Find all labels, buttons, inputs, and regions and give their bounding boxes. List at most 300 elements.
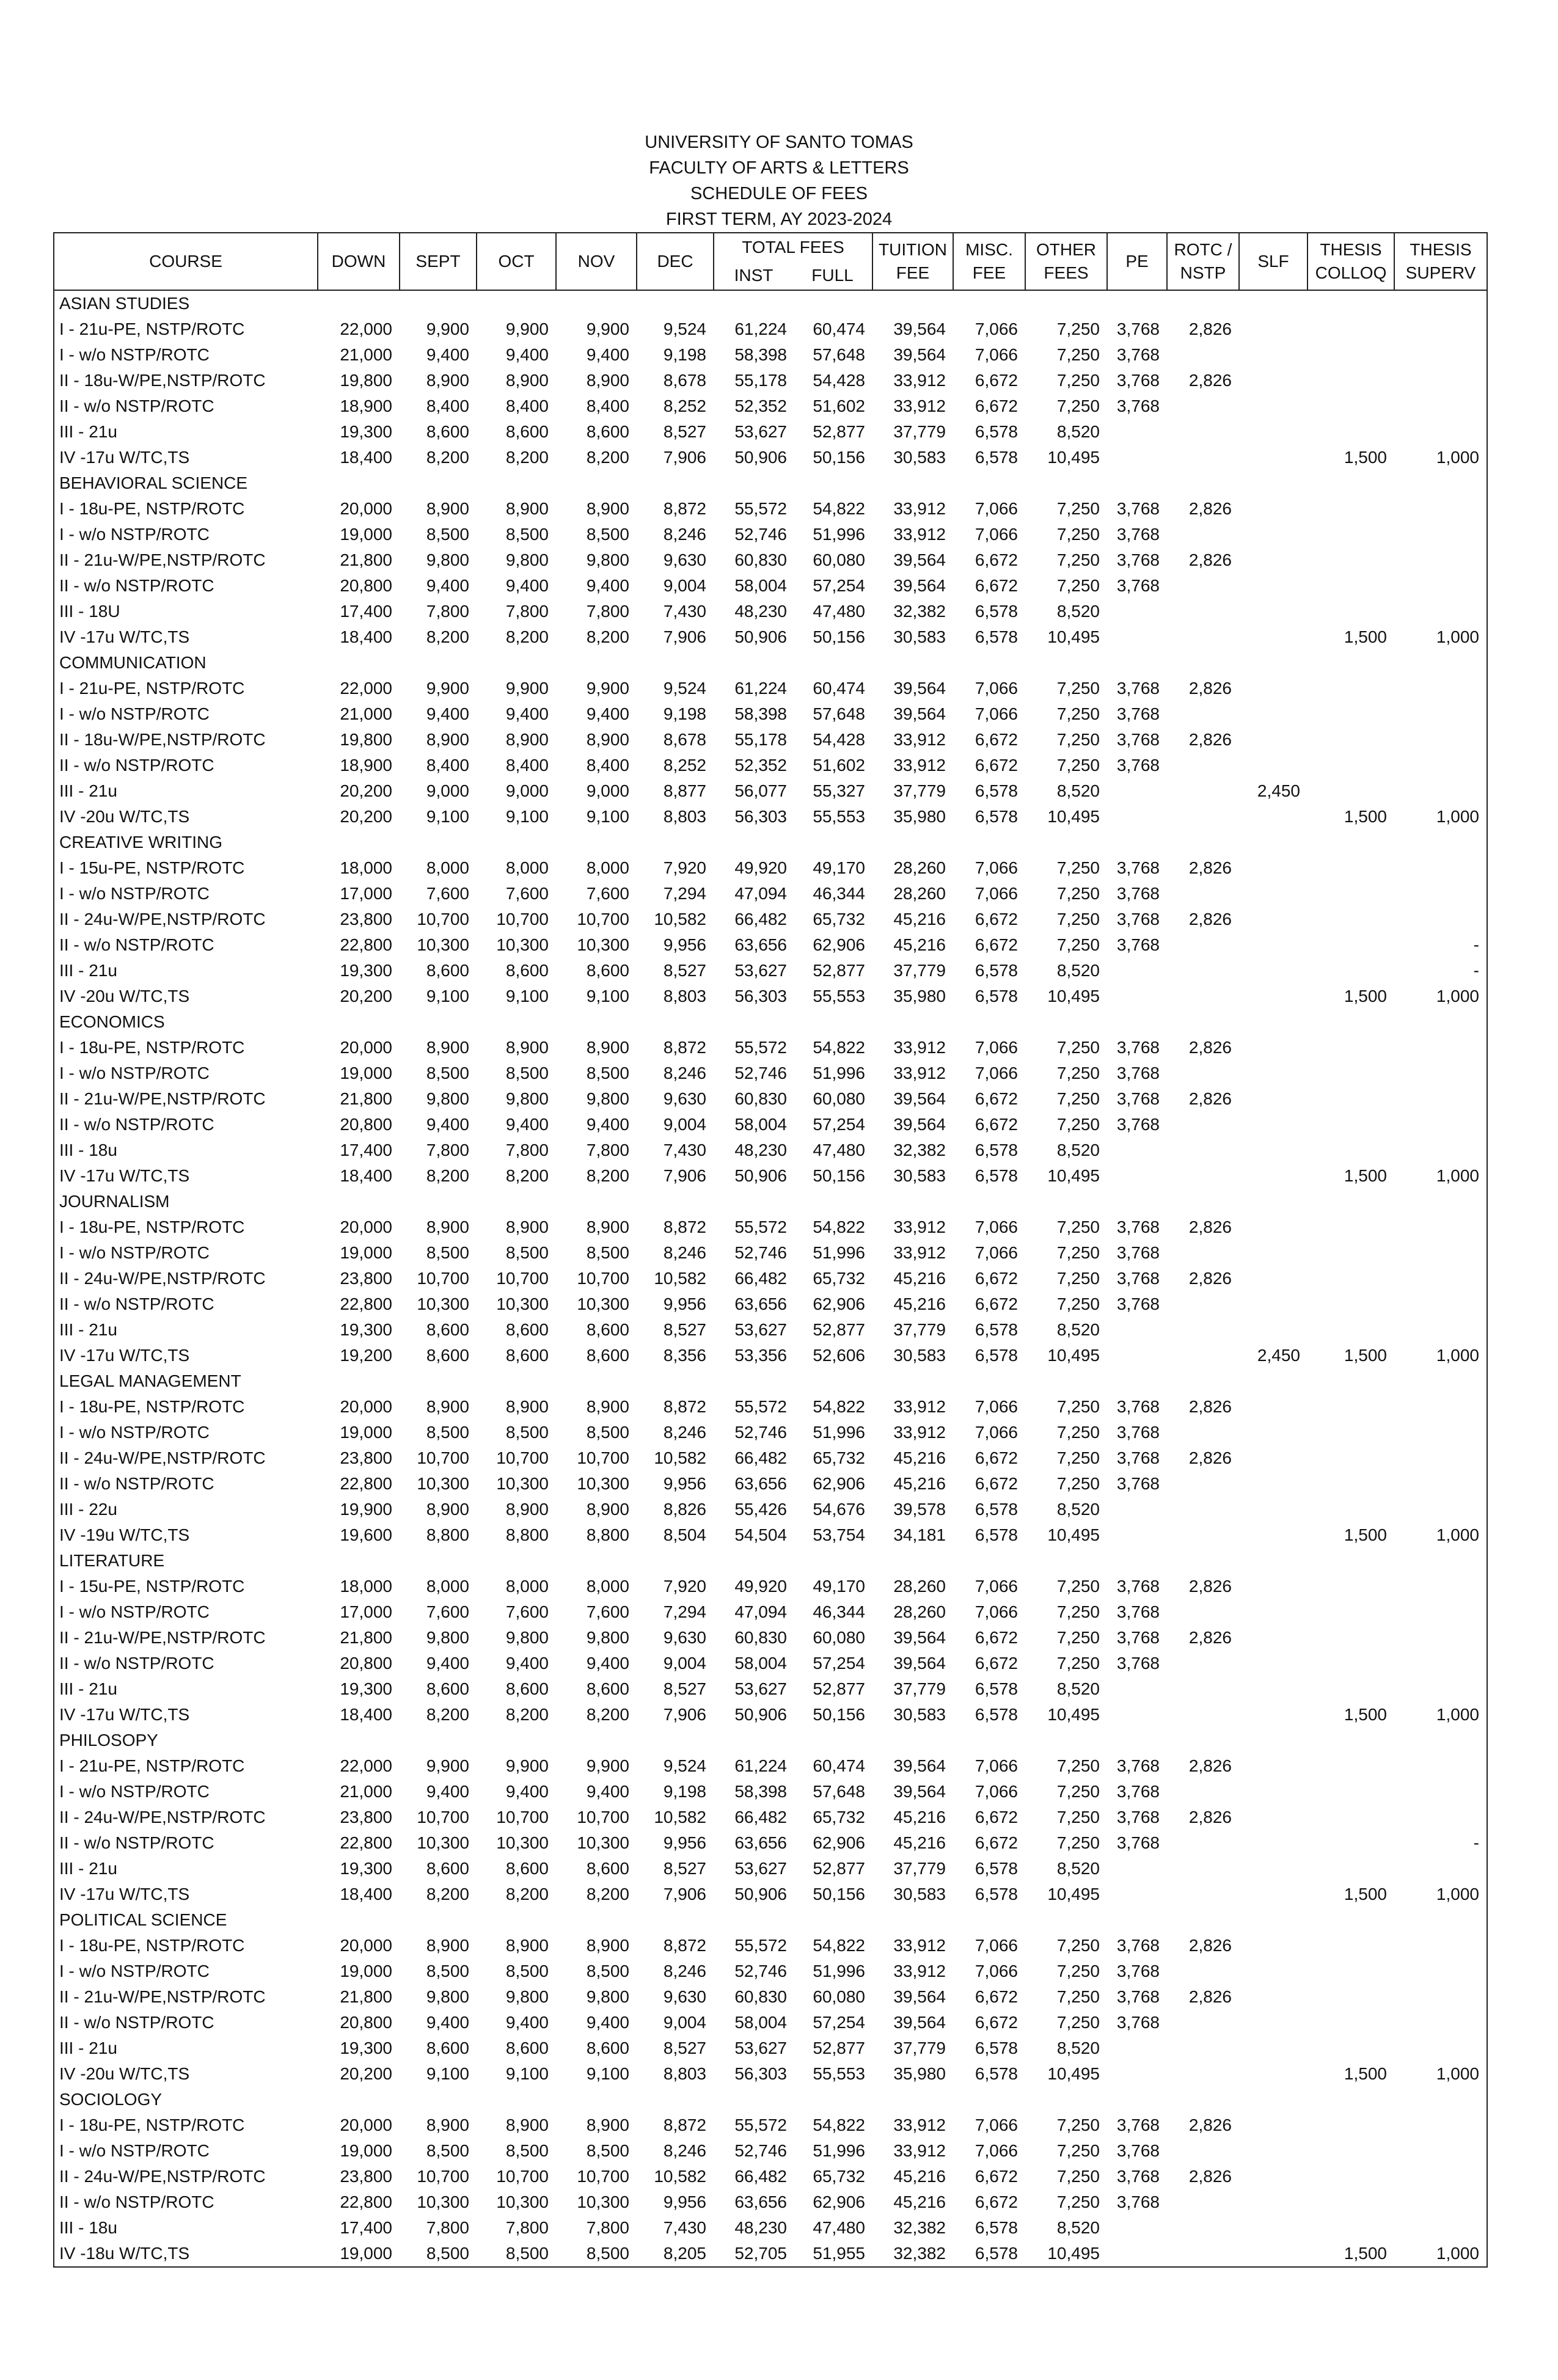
fee-cell: 35,980 — [893, 2064, 946, 2083]
fee-cell — [1239, 753, 1307, 778]
fee-cell: 7,250 — [1056, 1423, 1100, 1442]
fee-cell — [1107, 1856, 1167, 1882]
fee-cell: 3,768 — [1116, 1808, 1160, 1827]
fee-cell: 9,800 — [586, 1987, 629, 2006]
fee-cell — [1307, 1112, 1394, 1137]
fee-cell — [1307, 1497, 1394, 1522]
fee-cell: 6,578 — [975, 807, 1018, 826]
fee-cell: 21,800 — [340, 1089, 392, 1108]
fee-cell: 8,600 — [426, 1679, 469, 1698]
fee-cell: 2,826 — [1188, 1808, 1232, 1827]
fee-cell: 66,482 — [734, 2167, 787, 2186]
fee-cell: 7,800 — [426, 1141, 469, 1159]
fee-cell — [1307, 1420, 1394, 1445]
fee-cell: 55,572 — [734, 1936, 787, 1955]
fee-cell: 3,768 — [1116, 1448, 1160, 1467]
fee-cell — [1394, 393, 1487, 419]
fee-cell: 50,156 — [813, 1705, 865, 1724]
fee-cell — [1167, 1163, 1239, 1189]
fee-cell: 7,250 — [1056, 1756, 1100, 1775]
fee-cell: 9,004 — [663, 576, 706, 595]
fee-cell: 9,400 — [505, 2013, 549, 2032]
fee-cell: 55,553 — [813, 987, 865, 1006]
fee-cell — [1107, 445, 1167, 470]
course-label: IV -17u W/TC,TS — [59, 1885, 190, 1904]
fee-cell — [1239, 1497, 1307, 1522]
fee-cell: 19,200 — [340, 1346, 392, 1365]
fee-cell: 6,578 — [975, 781, 1018, 800]
fee-cell: 33,912 — [893, 396, 946, 415]
fee-cell: 19,000 — [340, 2244, 392, 2263]
fee-cell — [1307, 1651, 1394, 1676]
fee-cell: 1,500 — [1344, 1885, 1387, 1904]
fee-cell: 52,705 — [734, 2244, 787, 2263]
table-row — [54, 2035, 1487, 2061]
fee-cell: 7,250 — [1056, 1397, 1100, 1416]
col-thesis-colloq: THESIS COLLOQ — [1307, 233, 1394, 290]
table-row — [54, 1984, 1487, 2010]
fee-cell: 9,400 — [426, 345, 469, 364]
fee-cell: 6,578 — [975, 1705, 1018, 1724]
fee-cell: 8,246 — [663, 1962, 706, 1980]
fee-cell: 10,300 — [496, 2192, 549, 2211]
fee-cell — [1239, 1394, 1307, 1420]
fee-cell: 20,200 — [340, 2064, 392, 2083]
fee-cell: 1,000 — [1436, 1525, 1479, 1544]
fee-cell: 10,495 — [1047, 448, 1100, 467]
fee-cell: 6,578 — [975, 1166, 1018, 1185]
fee-cell — [1394, 522, 1487, 547]
fee-cell: 7,600 — [426, 1602, 469, 1621]
course-label: I - w/o NSTP/ROTC — [59, 1962, 210, 1980]
fee-cell: 9,100 — [586, 807, 629, 826]
fee-cell: 7,250 — [1056, 756, 1100, 775]
fee-cell — [1167, 1137, 1239, 1163]
fee-cell: 7,066 — [975, 1962, 1018, 1980]
fee-cell: 51,996 — [813, 1064, 865, 1082]
fee-cell: 3,768 — [1116, 2141, 1160, 2160]
fee-cell: 7,250 — [1056, 550, 1100, 569]
department-name: ASIAN STUDIES — [59, 294, 190, 313]
fee-cell: 53,627 — [734, 961, 787, 980]
fee-cell: 8,000 — [426, 1577, 469, 1596]
fee-cell — [1239, 2112, 1307, 2138]
fee-cell: 9,800 — [505, 1987, 549, 2006]
fee-cell — [1107, 1343, 1167, 1368]
fee-cell: 2,826 — [1188, 1577, 1232, 1596]
fee-cell: 23,800 — [340, 2167, 392, 2186]
fee-cell: 8,872 — [663, 1217, 706, 1236]
fee-cell — [1167, 984, 1239, 1009]
fee-cell: 6,578 — [975, 1525, 1018, 1544]
fee-cell: 8,520 — [1056, 1679, 1100, 1698]
fee-cell: 17,400 — [340, 602, 392, 621]
fee-cell — [1307, 2189, 1394, 2215]
fee-cell: 8,400 — [505, 756, 549, 775]
fee-cell: 9,000 — [586, 781, 629, 800]
fee-cell: 8,600 — [505, 961, 549, 980]
fee-schedule-table — [53, 232, 1488, 2268]
fee-cell: 9,900 — [586, 679, 629, 698]
fee-cell: 8,600 — [586, 1859, 629, 1878]
fee-cell: 3,768 — [1116, 2167, 1160, 2186]
fee-cell — [1394, 1060, 1487, 1086]
fee-cell: 45,216 — [893, 1448, 946, 1467]
col-dec: DEC — [637, 233, 714, 290]
fee-cell — [1394, 855, 1487, 881]
fee-cell: 21,000 — [340, 704, 392, 723]
fee-cell: 39,564 — [893, 1654, 946, 1673]
fee-cell — [1167, 1060, 1239, 1086]
fee-cell: 7,250 — [1056, 2115, 1100, 2134]
fee-cell: - — [1473, 935, 1479, 954]
fee-cell — [1167, 393, 1239, 419]
fee-cell — [1394, 753, 1487, 778]
fee-cell — [1307, 393, 1394, 419]
table-row — [54, 753, 1487, 778]
fee-cell — [1307, 1805, 1394, 1830]
fee-cell: 37,779 — [893, 781, 946, 800]
fee-cell: 6,672 — [975, 550, 1018, 569]
fee-cell: 35,980 — [893, 987, 946, 1006]
fee-cell — [1394, 1984, 1487, 2010]
fee-cell — [1107, 804, 1167, 830]
table-row — [54, 1625, 1487, 1651]
table-row — [54, 1856, 1487, 1882]
fee-cell: 55,327 — [813, 781, 865, 800]
fee-cell: 7,250 — [1056, 1474, 1100, 1493]
course-label: II - 18u-W/PE,NSTP/ROTC — [59, 371, 266, 390]
fee-cell — [1394, 1394, 1487, 1420]
fee-cell: 58,398 — [734, 1782, 787, 1801]
fee-cell: 56,303 — [734, 2064, 787, 2083]
fee-cell: 20,000 — [340, 1397, 392, 1416]
course-label: III - 18u — [59, 2218, 117, 2237]
fee-cell: 2,826 — [1188, 550, 1232, 569]
fee-cell — [1239, 701, 1307, 727]
fee-cell: 30,583 — [893, 1166, 946, 1185]
fee-cell — [1307, 342, 1394, 368]
fee-cell: 9,900 — [426, 319, 469, 338]
course-label: III - 18U — [59, 602, 120, 621]
fee-cell: 60,080 — [813, 1628, 865, 1647]
fee-cell: 7,294 — [663, 1602, 706, 1621]
fee-cell: 39,564 — [893, 1089, 946, 1108]
fee-cell: 52,877 — [813, 961, 865, 980]
fee-cell: 7,294 — [663, 884, 706, 903]
fee-cell: 10,300 — [577, 2192, 629, 2211]
fee-cell: 8,900 — [586, 1936, 629, 1955]
fee-cell: 6,672 — [975, 910, 1018, 929]
fee-cell: 9,524 — [663, 1756, 706, 1775]
fee-cell: 57,648 — [813, 345, 865, 364]
fee-cell: 45,216 — [893, 910, 946, 929]
fee-cell: 8,246 — [663, 2141, 706, 2160]
fee-cell: 10,495 — [1047, 1346, 1100, 1365]
fee-cell — [1239, 1291, 1307, 1317]
fee-cell — [1394, 907, 1487, 932]
fee-cell: 19,000 — [340, 1064, 392, 1082]
fee-cell: 28,260 — [893, 858, 946, 877]
fee-cell: 37,779 — [893, 1859, 946, 1878]
fee-cell — [1239, 1163, 1307, 1189]
fee-cell: 8,600 — [586, 2039, 629, 2057]
fee-cell — [1239, 932, 1307, 958]
fee-cell: 3,768 — [1116, 1833, 1160, 1852]
fee-cell — [1307, 1984, 1394, 2010]
fee-cell: 1,500 — [1344, 1705, 1387, 1724]
fee-cell: 1,000 — [1436, 627, 1479, 646]
fee-cell — [1307, 907, 1394, 932]
fee-cell: 3,768 — [1116, 679, 1160, 698]
fee-cell: 10,495 — [1047, 2244, 1100, 2263]
fee-cell: 9,800 — [426, 550, 469, 569]
fee-cell: 39,564 — [893, 345, 946, 364]
fee-cell: 10,700 — [417, 1448, 469, 1467]
fee-cell: 54,822 — [813, 1397, 865, 1416]
fee-cell: 8,500 — [586, 1064, 629, 1082]
fee-cell: 3,768 — [1116, 910, 1160, 929]
fee-cell: 8,520 — [1056, 961, 1100, 980]
col-slf: SLF — [1239, 233, 1307, 290]
fee-cell: 19,300 — [340, 1859, 392, 1878]
fee-cell: 6,672 — [975, 2167, 1018, 2186]
fee-cell — [1307, 753, 1394, 778]
fee-cell: 51,996 — [813, 1243, 865, 1262]
fee-cell: 57,648 — [813, 704, 865, 723]
fee-cell: 8,900 — [505, 499, 549, 518]
fee-cell: 8,826 — [663, 1500, 706, 1519]
table-row — [54, 881, 1487, 907]
fee-cell: 33,912 — [893, 1962, 946, 1980]
fee-cell — [1167, 1343, 1239, 1368]
fee-cell: 54,676 — [813, 1500, 865, 1519]
fee-cell — [1307, 1599, 1394, 1625]
fee-cell: 6,578 — [975, 422, 1018, 441]
fee-cell — [1239, 368, 1307, 393]
fee-cell: 7,066 — [975, 1756, 1018, 1775]
fee-cell: 1,000 — [1436, 1346, 1479, 1365]
department-name: LEGAL MANAGEMENT — [59, 1371, 241, 1390]
fee-cell: 8,200 — [426, 1166, 469, 1185]
fee-cell: 6,578 — [975, 2244, 1018, 2263]
fee-cell: 6,672 — [975, 1115, 1018, 1134]
department-row — [54, 1907, 1487, 1933]
fee-cell: 19,900 — [340, 1500, 392, 1519]
fee-cell — [1394, 1266, 1487, 1291]
fee-cell: 56,303 — [734, 807, 787, 826]
fee-cell: 9,400 — [586, 1654, 629, 1673]
fee-cell — [1239, 599, 1307, 624]
fee-cell: 8,600 — [586, 961, 629, 980]
fee-cell — [1394, 2164, 1487, 2189]
fee-cell — [1307, 573, 1394, 599]
department-row — [54, 1728, 1487, 1753]
fee-cell: 30,583 — [893, 627, 946, 646]
fee-cell: 49,170 — [813, 858, 865, 877]
fee-cell: 53,627 — [734, 422, 787, 441]
fee-cell: 20,800 — [340, 1115, 392, 1134]
fee-cell — [1307, 1086, 1394, 1112]
course-label: I - w/o NSTP/ROTC — [59, 1243, 210, 1262]
fee-cell: 2,826 — [1188, 730, 1232, 749]
course-label: II - w/o NSTP/ROTC — [59, 1294, 214, 1313]
fee-cell: 8,900 — [586, 730, 629, 749]
fee-cell: 9,198 — [663, 1782, 706, 1801]
fee-cell: 37,779 — [893, 1320, 946, 1339]
fee-cell: 1,000 — [1436, 807, 1479, 826]
fee-cell: 10,700 — [577, 910, 629, 929]
fee-cell: 55,572 — [734, 2115, 787, 2134]
fee-cell: 1,000 — [1436, 2244, 1479, 2263]
fee-cell: 8,252 — [663, 756, 706, 775]
fee-cell: 7,250 — [1056, 499, 1100, 518]
fee-cell: 7,250 — [1056, 884, 1100, 903]
table-row — [54, 2241, 1487, 2267]
fee-cell: 10,300 — [417, 935, 469, 954]
fee-cell: 8,500 — [426, 525, 469, 544]
fee-cell — [1239, 342, 1307, 368]
fee-cell: 60,080 — [813, 1089, 865, 1108]
fee-cell: 2,826 — [1188, 2115, 1232, 2134]
fee-cell: 9,956 — [663, 935, 706, 954]
department-name: POLITICAL SCIENCE — [59, 1910, 227, 1929]
fee-cell: 7,800 — [426, 602, 469, 621]
table-row — [54, 1137, 1487, 1163]
fee-cell: 54,428 — [813, 730, 865, 749]
fee-cell: 45,216 — [893, 1833, 946, 1852]
course-label: I - 18u-PE, NSTP/ROTC — [59, 2115, 245, 2134]
fee-cell — [1239, 984, 1307, 1009]
fee-cell: 52,877 — [813, 2039, 865, 2057]
fee-cell: 9,800 — [586, 1628, 629, 1647]
fee-cell: 22,000 — [340, 1756, 392, 1775]
fee-cell — [1239, 624, 1307, 650]
fee-cell — [1239, 727, 1307, 753]
fee-cell: 3,768 — [1116, 704, 1160, 723]
table-row — [54, 932, 1487, 958]
fee-cell: 33,912 — [893, 1243, 946, 1262]
fee-cell: 9,400 — [426, 704, 469, 723]
fee-cell — [1307, 496, 1394, 522]
fee-cell: 6,578 — [975, 2039, 1018, 2057]
table-row — [54, 1676, 1487, 1702]
fee-cell — [1167, 778, 1239, 804]
fee-cell: 22,800 — [340, 2192, 392, 2211]
fee-cell: 46,344 — [813, 1602, 865, 1621]
fee-cell — [1239, 2189, 1307, 2215]
fee-cell — [1307, 419, 1394, 445]
fee-cell: 7,250 — [1056, 2141, 1100, 2160]
fee-cell: 20,000 — [340, 1038, 392, 1057]
fee-cell: 60,830 — [734, 550, 787, 569]
fee-cell: 7,250 — [1056, 2192, 1100, 2211]
table-row — [54, 2215, 1487, 2241]
fee-cell: 2,826 — [1188, 1987, 1232, 2006]
fee-cell: 3,768 — [1116, 1397, 1160, 1416]
course-label: I - w/o NSTP/ROTC — [59, 345, 210, 364]
fee-cell: 9,400 — [505, 576, 549, 595]
fee-cell: 8,900 — [505, 1936, 549, 1955]
table-row — [54, 1830, 1487, 1856]
fee-cell: 54,822 — [813, 1936, 865, 1955]
fee-cell — [1394, 778, 1487, 804]
course-label: II - w/o NSTP/ROTC — [59, 1474, 214, 1493]
fee-cell: 3,768 — [1116, 1782, 1160, 1801]
fee-cell: 8,200 — [426, 1885, 469, 1904]
fee-cell: 7,250 — [1056, 371, 1100, 390]
department-name: SOCIOLOGY — [59, 2090, 163, 2109]
fee-cell: 8,520 — [1056, 1320, 1100, 1339]
fee-cell: 61,224 — [734, 319, 787, 338]
fee-cell: 47,480 — [813, 602, 865, 621]
fee-cell — [1107, 958, 1167, 984]
fee-cell: 23,800 — [340, 1808, 392, 1827]
department-row — [54, 1368, 1487, 1394]
fee-cell: 3,768 — [1116, 1089, 1160, 1108]
fee-cell: 33,912 — [893, 1397, 946, 1416]
fee-cell: 7,250 — [1056, 2167, 1100, 2186]
fee-cell: 7,066 — [975, 1397, 1018, 1416]
fee-cell: 56,303 — [734, 987, 787, 1006]
fee-cell: 63,656 — [734, 1294, 787, 1313]
fee-cell: 9,004 — [663, 2013, 706, 2032]
fee-cell: 9,400 — [586, 1115, 629, 1134]
fee-cell: 8,900 — [426, 1217, 469, 1236]
fee-cell — [1239, 1702, 1307, 1728]
department-row — [54, 1189, 1487, 1214]
fee-cell — [1239, 855, 1307, 881]
fee-cell: 33,912 — [893, 1064, 946, 1082]
fee-cell: 6,672 — [975, 1833, 1018, 1852]
fee-cell: 33,912 — [893, 525, 946, 544]
fee-cell: 7,250 — [1056, 679, 1100, 698]
fee-cell: 6,672 — [975, 935, 1018, 954]
fee-cell: 7,250 — [1056, 1962, 1100, 1980]
table-row — [54, 1445, 1487, 1471]
fee-cell: 7,250 — [1056, 910, 1100, 929]
course-label: III - 18u — [59, 1141, 117, 1159]
col-full: FULL — [811, 266, 854, 285]
department-name: PHILOSOPY — [59, 1731, 158, 1750]
fee-cell: 2,826 — [1188, 1269, 1232, 1288]
fee-cell: 1,500 — [1344, 2244, 1387, 2263]
fee-cell: 54,822 — [813, 1038, 865, 1057]
fee-cell: 33,912 — [893, 371, 946, 390]
fee-cell: 8,200 — [586, 448, 629, 467]
table-header-row — [54, 233, 1487, 290]
fee-cell: 52,746 — [734, 525, 787, 544]
fee-cell: 8,600 — [586, 1320, 629, 1339]
fee-cell: 47,480 — [813, 2218, 865, 2237]
fee-cell: 9,800 — [586, 550, 629, 569]
col-course: COURSE — [54, 233, 318, 290]
table-row — [54, 1035, 1487, 1060]
fee-cell: 10,495 — [1047, 1705, 1100, 1724]
table-row — [54, 676, 1487, 701]
fee-cell: 30,583 — [893, 1705, 946, 1724]
table-row — [54, 1702, 1487, 1728]
fee-cell: 47,094 — [734, 884, 787, 903]
course-label: I - w/o NSTP/ROTC — [59, 704, 210, 723]
fee-cell: 3,768 — [1116, 1577, 1160, 1596]
fee-cell: 8,500 — [586, 1243, 629, 1262]
table-row — [54, 1343, 1487, 1368]
fee-cell: 3,768 — [1116, 858, 1160, 877]
fee-cell — [1239, 316, 1307, 342]
fee-cell: 9,400 — [586, 1782, 629, 1801]
fee-cell: 9,630 — [663, 1987, 706, 2006]
